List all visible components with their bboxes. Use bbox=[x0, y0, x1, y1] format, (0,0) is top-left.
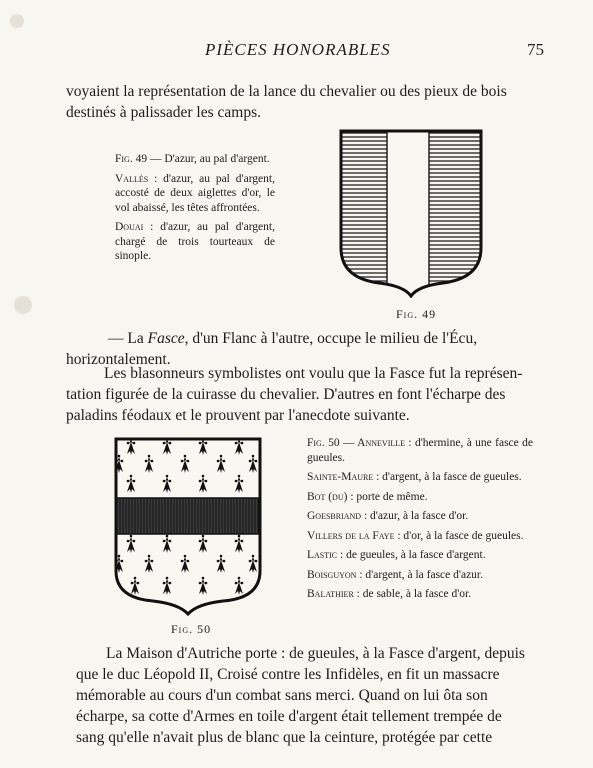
text-line: voyaient la représentation de la lance du chevalier ou des pieux de bois bbox=[66, 83, 507, 100]
blasonneurs-paragraph bbox=[66, 363, 547, 426]
italic-term: Fasce bbox=[147, 330, 185, 347]
blazon-name: Lastic bbox=[307, 549, 338, 561]
figure-label: Fig. 49 bbox=[396, 307, 437, 321]
blazon-name: Boisguyon bbox=[307, 568, 357, 581]
shield-fess-ermine-illustration bbox=[113, 436, 263, 616]
blazon-text: : de gueules, à la fasce d'argent. bbox=[337, 549, 486, 561]
blazon-text: : d'azur, au pal d'argent, accosté de deux aiglettes d'or, le vol abaissé, les têtes affrontées. bbox=[115, 172, 275, 214]
blazon-name: Fig. 49 bbox=[115, 153, 148, 165]
blazon-name: Vallès bbox=[115, 172, 149, 185]
blazon-entry bbox=[307, 587, 533, 602]
text-line: sang qu'elle n'avait plus de blanc que la ceinture, protégée par cette bbox=[76, 729, 493, 746]
running-head: PIÈCES HONORABLES bbox=[205, 40, 391, 59]
blazon-entry bbox=[307, 568, 533, 583]
text-line: écharpe, sa cotte d'Armes en toile d'argent était tellement trempée de bbox=[76, 708, 502, 725]
text-line: que le duc Léopold II, Croisé contre les Infidèles, en fit un massacre bbox=[76, 666, 500, 683]
blazon-name: Balathier bbox=[307, 588, 354, 600]
blazon-name: Sainte-Maure bbox=[307, 471, 374, 483]
blazon-name: Goesbriand bbox=[307, 510, 362, 522]
blazon-text: : d'hermine, à une fasce de gueules. bbox=[307, 437, 533, 464]
blazon-text: : d'or, à la fasce de gueules. bbox=[394, 529, 524, 542]
blazon-name: Fig. 50 — Anneville bbox=[307, 437, 406, 449]
paper-stain bbox=[10, 14, 24, 28]
shield-pale-illustration bbox=[338, 128, 484, 298]
page-number: 75 bbox=[527, 40, 544, 59]
intro-paragraph bbox=[66, 81, 547, 123]
blazon-text: : porte de même. bbox=[347, 490, 428, 503]
text-line: Les blasonneurs symbolistes ont voulu que la Fasce fut la représen- bbox=[104, 365, 523, 382]
blazon-name: Bot (du) bbox=[307, 490, 348, 503]
blazon-entry bbox=[307, 509, 533, 524]
blazon-text: — D'azur, au pal d'argent. bbox=[147, 153, 270, 165]
blazon-text: : d'argent, à la fasce de gueules. bbox=[373, 471, 522, 483]
blazon-name: Villers de la Faye bbox=[307, 529, 395, 542]
blazon-entry bbox=[307, 548, 533, 563]
fig50-caption bbox=[307, 436, 533, 607]
blazon-entry bbox=[307, 490, 533, 505]
text-line: mémorable au cours d'un combat sans merci. Quand on lui ôta son bbox=[76, 687, 488, 704]
paper-stain bbox=[14, 296, 32, 314]
text-line: La Maison d'Autriche porte : de gueules, à la Fasce d'argent, depuis bbox=[106, 645, 525, 662]
text-line: — La Fasce, d'un Flanc à l'autre, occupe le milieu de l'Écu, bbox=[108, 330, 478, 347]
blazon-entry bbox=[307, 436, 533, 465]
blazon-entry bbox=[307, 529, 533, 544]
blazon-text: : de sable, à la fasce d'or. bbox=[353, 588, 472, 600]
blazon-text: : d'azur, au pal d'argent, chargé de trois tourteaux de sinople. bbox=[115, 221, 275, 262]
text-line: tation figurée de la cuirasse du chevalier. D'autres en font l'écharpe des bbox=[66, 386, 506, 403]
blazon-text: : d'azur, à la fasce d'or. bbox=[361, 510, 469, 522]
fig49-caption bbox=[115, 152, 275, 269]
blazon-entry bbox=[115, 152, 275, 167]
text-line: horizontalement. bbox=[66, 351, 171, 368]
blazon-entry bbox=[115, 172, 275, 216]
text-line: paladins féodaux et le prouvent par l'anecdote suivante. bbox=[66, 407, 410, 424]
blazon-name: Douai bbox=[115, 221, 144, 233]
blazon-entry bbox=[115, 220, 275, 264]
figure-label: Fig. 50 bbox=[171, 622, 212, 636]
blazon-entry bbox=[307, 470, 533, 485]
text-line: destinés à palissader les camps. bbox=[66, 104, 261, 121]
blazon-text: : d'argent, à la fasce d'azur. bbox=[356, 568, 483, 581]
autriche-paragraph bbox=[76, 643, 548, 748]
